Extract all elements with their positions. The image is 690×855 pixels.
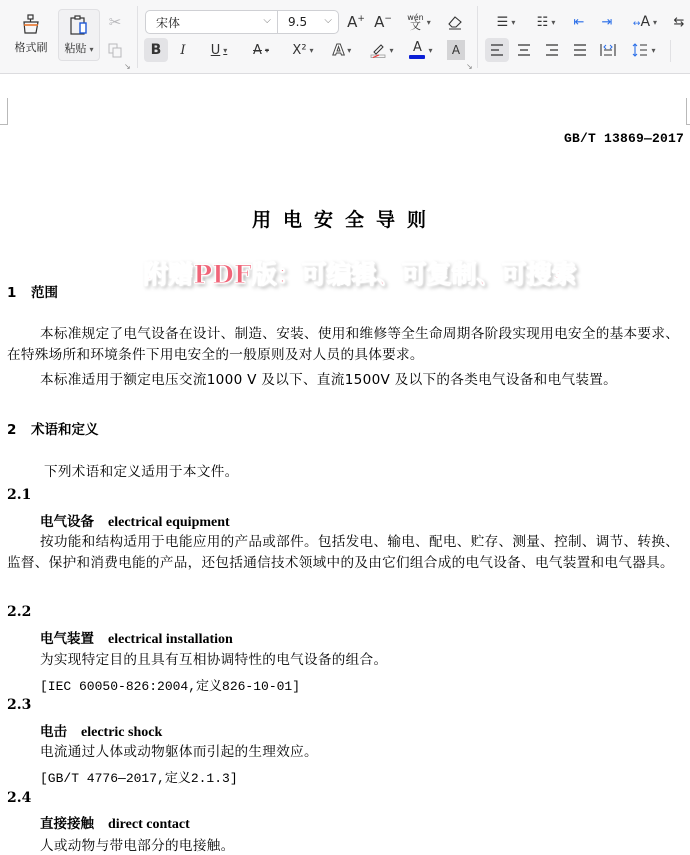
divider	[477, 6, 478, 68]
clear-formatting-button[interactable]	[444, 10, 466, 34]
char-spacing-button[interactable]: ↔A ▾	[632, 14, 658, 30]
eraser-icon	[447, 14, 463, 30]
strikethrough-icon: A	[253, 42, 262, 58]
paragraph-scope-1: 本标准规定了电气设备在设计、制造、安装、使用和维修等全生命周期各阶段实现用电安全的基本要求、在特殊场所和环境条件下用电安全的一般原则及对人员的具体要求。	[7, 326, 680, 363]
term-definition: 电流通过人体或动物躯体而引起的生理效应。	[40, 744, 318, 760]
clipboard-dialog-launcher[interactable]: ↘	[124, 62, 131, 71]
distributed-align-button[interactable]	[596, 38, 620, 62]
bullet-list-button[interactable]: ☰ ▾	[496, 14, 516, 30]
shrink-font-button[interactable]	[372, 10, 394, 34]
copy-icon	[107, 42, 123, 58]
section-heading-1: 1 范围	[7, 285, 58, 301]
text-direction-button[interactable]	[668, 10, 690, 34]
font-name-value: 宋体	[156, 15, 181, 30]
chevron-down-icon: ⌵	[263, 15, 271, 26]
justify-button[interactable]	[568, 38, 592, 62]
font-color-icon: A	[409, 42, 425, 59]
align-center-icon	[517, 44, 531, 56]
cut-button[interactable]	[104, 10, 126, 34]
section-heading-2: 2 术语和定义	[7, 422, 99, 438]
italic-button[interactable]	[172, 38, 194, 62]
align-left-icon	[490, 44, 504, 56]
text-direction-icon: ⇆	[673, 14, 685, 30]
term-definition: 人或动物与带电部分的电接触。	[40, 838, 235, 854]
term-reference: [IEC 60050-826:2004,定义826-10-01]	[40, 679, 301, 694]
paragraph-scope-2: 本标准适用于额定电压交流1000 V 及以下、直流1500V 及以下的各类电气设备和电气装置。	[40, 372, 618, 388]
underline-icon: U	[210, 42, 221, 58]
superscript-button[interactable]: X² ▾	[292, 42, 314, 58]
font-name-select[interactable]	[145, 10, 278, 34]
highlight-button[interactable]: ▾	[364, 38, 400, 62]
numbered-list-icon: ☷	[536, 14, 549, 30]
shrink-font-icon: A−	[374, 13, 392, 31]
decrease-indent-button[interactable]	[568, 10, 590, 34]
increase-indent-button[interactable]	[596, 10, 618, 34]
align-center-button[interactable]	[512, 38, 536, 62]
phonetic-guide-button[interactable]	[403, 10, 435, 34]
decrease-indent-icon: ⇤	[573, 14, 585, 30]
justify-icon	[573, 44, 587, 56]
chevron-down-icon: ▾	[89, 45, 94, 54]
clause-number: 2.4	[7, 790, 32, 806]
term-heading: 电击 electric shock	[40, 724, 163, 740]
standard-code: GB/T 13869—2017	[563, 131, 684, 146]
align-left-button[interactable]	[485, 38, 509, 62]
bullet-list-icon: ☰	[496, 14, 509, 30]
ribbon-toolbar	[0, 0, 690, 74]
term-definition: 按功能和结构适用于电能应用的产品或部件。包括发电、输电、配电、贮存、测量、控制、调节、转换、监督、保护和消费电能的产品，还包括通信技术领域中的及由它们组合成的电气设备、电气装置和电气器具。	[7, 534, 680, 571]
italic-icon: I	[180, 42, 186, 58]
clause-number: 2.2	[7, 604, 32, 620]
scissors-icon: ✂	[108, 13, 122, 31]
bold-icon: B	[150, 42, 162, 58]
paste-label: 粘贴 ▾	[64, 42, 94, 55]
terms-intro: 下列术语和定义适用于本文件。	[44, 464, 239, 480]
chevron-down-icon: ⌵	[324, 15, 332, 26]
numbered-list-button[interactable]: ☷ ▾	[536, 14, 556, 30]
copy-button[interactable]	[104, 38, 126, 62]
chevron-down-icon: ▾	[426, 17, 431, 27]
divider	[137, 6, 138, 68]
term-definition: 为实现特定目的且具有互相协调特性的电气设备的组合。	[40, 652, 388, 668]
line-spacing-button[interactable]: ▾	[626, 38, 662, 62]
page-corner-mark-right	[686, 98, 690, 125]
font-dialog-launcher[interactable]: ↘	[466, 62, 473, 71]
font-size-select[interactable]	[277, 10, 339, 34]
superscript-icon: X²	[292, 42, 307, 58]
grow-font-button[interactable]	[345, 10, 367, 34]
char-spacing-icon: ↔A	[632, 14, 651, 30]
format-painter-icon	[20, 13, 42, 35]
char-shading-button[interactable]	[447, 40, 465, 60]
grow-font-icon: A+	[347, 13, 365, 31]
term-reference: [GB/T 4776—2017,定义2.1.3]	[40, 771, 238, 786]
clause-number: 2.3	[7, 697, 32, 713]
term-heading: 电气装置 electrical installation	[40, 631, 233, 647]
align-right-button[interactable]	[540, 38, 564, 62]
underline-button[interactable]: U ▾	[210, 42, 228, 58]
term-heading: 电气设备 electrical equipment	[40, 514, 230, 530]
clause-number: 2.1	[7, 487, 32, 503]
format-painter-label: 格式刷	[14, 41, 48, 54]
text-effect-button[interactable]: A ▾	[332, 41, 352, 59]
font-color-button[interactable]: A ▾	[404, 38, 438, 62]
strikethrough-button[interactable]: A ▾	[253, 42, 269, 58]
increase-indent-icon: ⇥	[601, 14, 613, 30]
document-title: 用电安全导则	[251, 209, 438, 231]
page-corner-mark-left	[0, 98, 8, 125]
text-effect-icon: A	[332, 41, 345, 59]
bold-button[interactable]	[144, 38, 168, 62]
font-size-value: 9.5	[288, 15, 308, 29]
format-painter-button[interactable]	[6, 8, 56, 60]
char-shading-icon: A	[451, 43, 461, 57]
divider	[670, 40, 671, 62]
paste-button[interactable]	[58, 9, 100, 61]
phonetic-guide-icon: wén 文	[407, 12, 424, 32]
watermark-banner: 附赠PDF版：可编辑、可复制、可搜索	[143, 260, 577, 289]
term-heading: 直接接触 direct contact	[40, 816, 190, 832]
clipboard-icon	[68, 14, 90, 36]
line-spacing-icon	[632, 42, 648, 58]
distributed-align-icon	[600, 43, 616, 57]
highlighter-icon	[370, 42, 386, 58]
align-right-icon	[545, 44, 559, 56]
